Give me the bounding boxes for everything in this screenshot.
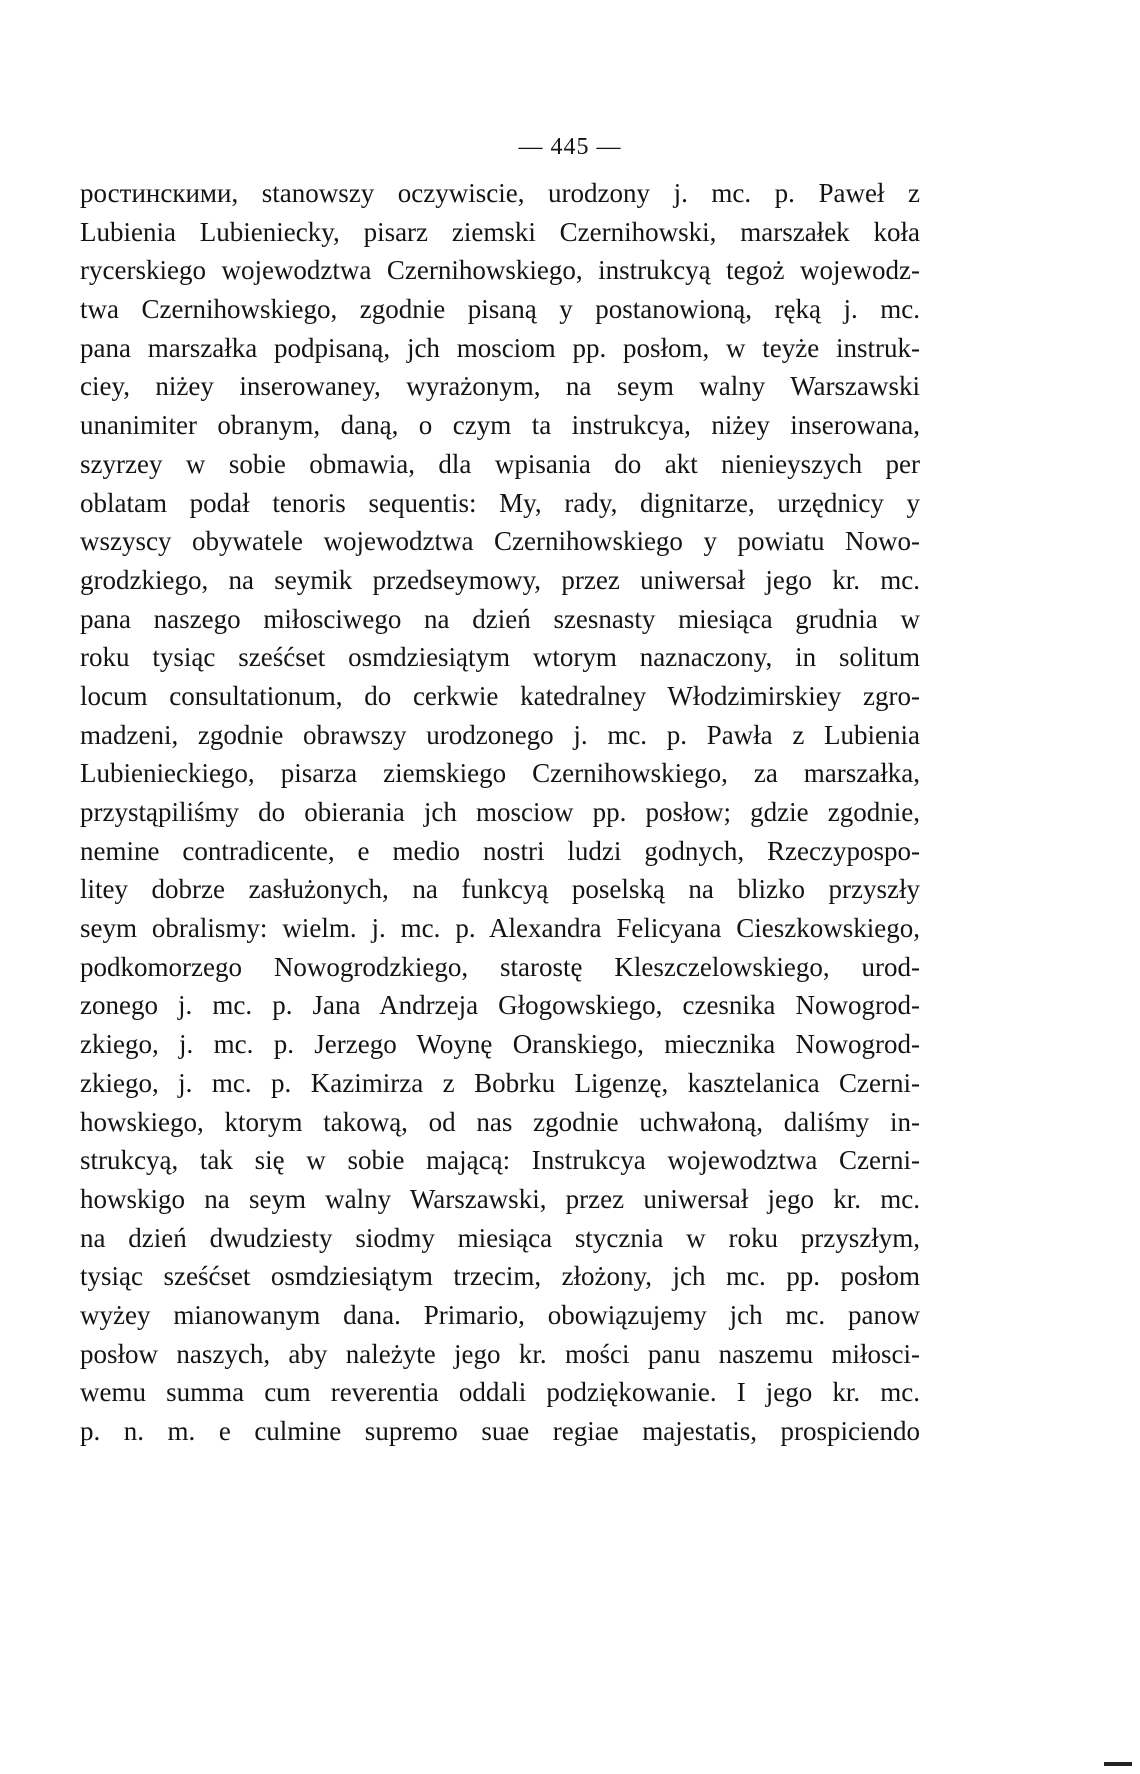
text-line: litey dobrze zasłużonych, na funkcyą poselską na blizko przyszły — [80, 874, 920, 905]
text-line: Lubienieckiego, pisarza ziemskiego Czernihowskiego, za marszałka, — [80, 758, 920, 789]
text-line: roku tysiąc sześćset osmdziesiątym wtorym naznaczony, in solitum — [80, 642, 920, 673]
text-line: podkomorzego Nowogrodzkiego, starostę Kleszczelowskiego, urod- — [80, 951, 920, 982]
page-number: — 445 — — [518, 134, 622, 160]
text-line: zkiego, j. mc. p. Jerzego Woynę Oranskiego, miecznika Nowogrod- — [80, 1029, 920, 1060]
text-line: zkiego, j. mc. p. Kazimirza z Bobrku Ligenzę, kasztelanica Czerni- — [80, 1067, 920, 1098]
text-line: ростинскими, stanowszy oczywiscie, urodzony j. mc. p. Paweł z — [80, 178, 920, 208]
text-line: zonego j. mc. p. Jana Andrzeja Głogowskiego, czesnika Nowogrod- — [80, 990, 920, 1021]
text-line: oblatam podał tenoris sequentis: My, rady, dignitarze, urzędnicy y — [80, 487, 920, 518]
text-line: wyżey mianowanym dana. Primario, obowiązujemy jch mc. panow — [80, 1299, 920, 1330]
text-line: przystąpiliśmy do obierania jch mosciow pp. posłow; gdzie zgodnie, — [80, 797, 920, 827]
text-line: rycerskiego wojewodztwa Czernihowskiego, instrukcyą tegoż wojewodz- — [80, 255, 920, 286]
scan-mark — [1104, 1762, 1132, 1766]
text-line: wszyscy obywatele wojewodztwa Czernihowskiego y powiatu Nowo- — [80, 526, 920, 557]
text-line: Lubienia Lubieniecky, pisarz ziemski Czernihowski, marszałek koła — [80, 216, 920, 247]
text-line: grodzkiego, na seymik przedseymowy, przez uniwersał jego kr. mc. — [80, 564, 920, 595]
text-line: wemu summa cum reverentia oddali podziękowanie. I jego kr. mc. — [80, 1377, 920, 1408]
text-line: ciey, niżey inserowaney, wyrażonym, na seym walny Warszawski — [80, 371, 920, 402]
text-line: seym obralismy: wielm. j. mc. p. Alexandra Felicyana Cieszkowskiego, — [80, 913, 920, 944]
text-line: p. n. m. e culmine supremo suae regiae majestatis, prospiciendo — [80, 1416, 920, 1446]
text-line: posłow naszych, aby należyte jego kr. mości panu naszemu miłosci- — [80, 1338, 920, 1369]
text-line: szyrzey w sobie obmawia, dla wpisania do akt nienieyszych per — [80, 448, 920, 479]
text-line: howskiego, ktorym takową, od nas zgodnie uchwałoną, daliśmy in- — [80, 1106, 920, 1137]
body-text — [80, 174, 920, 1451]
text-line: strukcyą, tak się w sobie mającą: Instrukcya wojewodztwa Czerni- — [80, 1145, 920, 1176]
text-line: locum consultationum, do cerkwie katedralney Włodzimirskiey zgro- — [80, 680, 920, 711]
text-line: madzeni, zgodnie obrawszy urodzonego j. mc. p. Pawła z Lubienia — [80, 719, 920, 750]
text-line: unanimiter obranym, daną, o czym ta instrukcya, niżey inserowana, — [80, 410, 920, 441]
text-line: pana marszałka podpisaną, jch mosciom pp. posłom, w teyże instruk- — [80, 332, 920, 363]
text-line: na dzień dwudziesty siodmy miesiąca stycznia w roku przyszłym, — [80, 1222, 920, 1253]
text-line: twa Czernihowskiego, zgodnie pisaną y postanowioną, ręką j. mc. — [80, 294, 920, 325]
text-line: pana naszego miłosciwego na dzień szesnasty miesiąca grudnia w — [80, 603, 920, 634]
text-line: tysiąc sześćset osmdziesiątym trzecim, złożony, jch mc. pp. posłom — [80, 1261, 920, 1292]
text-line: howskigo na seym walny Warszawski, przez uniwersał jego kr. mc. — [80, 1183, 920, 1214]
text-line: nemine contradicente, e medio nostri ludzi godnych, Rzeczypospo- — [80, 835, 920, 866]
